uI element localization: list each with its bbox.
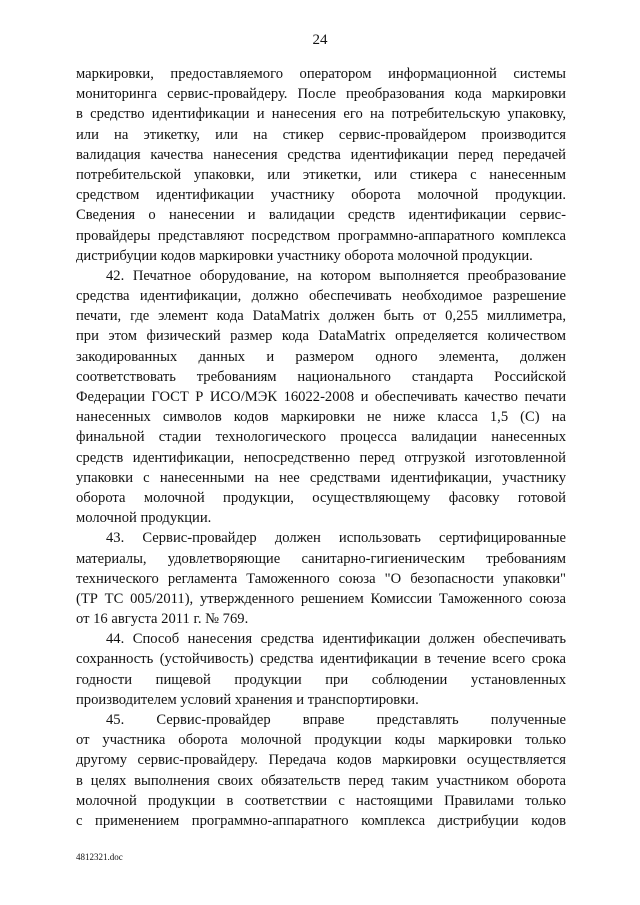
paragraph-item-43 bbox=[76, 528, 566, 629]
text-line: средства идентификации, должно обеспечивать необходимое разрешение bbox=[76, 288, 566, 305]
text-line: технического регламента Таможенного союза "О безопасности упаковки" bbox=[76, 570, 566, 587]
paragraph-item-45 bbox=[76, 710, 566, 831]
text-line: печати, где элемент кода DataMatrix должен быть от 0,255 миллиметра, bbox=[76, 308, 566, 325]
text-line: в целях выполнения своих обязательств перед таким участником оборота bbox=[76, 772, 566, 789]
text-line: 42. Печатное оборудование, на котором выполняется преобразование bbox=[106, 267, 566, 284]
text-line: дистрибуции кодов маркировки участнику оборота молочной продукции. bbox=[76, 247, 533, 264]
paragraph-item-42 bbox=[76, 266, 566, 528]
text-line: провайдеры представляют посредством программно-аппаратного комплекса bbox=[76, 227, 566, 244]
text-line: соответствовать требованиям национального стандарта Российской bbox=[76, 368, 566, 385]
paragraph-item-44 bbox=[76, 629, 566, 710]
text-line: валидация качества нанесения средства идентификации перед передачей bbox=[76, 146, 566, 163]
text-line: при этом физический размер кода DataMatrix определяется количеством bbox=[76, 328, 566, 345]
text-line: материалы, удовлетворяющие санитарно-гигиеническим требованиям bbox=[76, 550, 566, 567]
document-body bbox=[76, 64, 566, 831]
page-number: 24 bbox=[312, 32, 328, 48]
text-line: средств идентификации, непосредственно перед отгрузкой изготовленной bbox=[76, 449, 566, 466]
text-line: финальной стадии технологического процесса валидации нанесенных bbox=[76, 429, 566, 446]
text-line: сохранность (устойчивость) средства идентификации в течение всего срока bbox=[76, 651, 566, 668]
text-line: оборота молочной продукции, осуществляющему фасовку готовой bbox=[76, 489, 566, 506]
text-line: маркировки, предоставляемого оператором информационной системы bbox=[76, 66, 566, 82]
text-line: 45. Сервис-провайдер вправе представлять полученные bbox=[106, 712, 566, 728]
text-line: от участника оборота молочной продукции коды маркировки только bbox=[76, 732, 566, 749]
text-line: мониторинга сервис-провайдеру. После преобразования кода маркировки bbox=[76, 86, 566, 103]
paragraph-continuation bbox=[76, 64, 566, 266]
text-line: молочной продукции. bbox=[76, 510, 212, 527]
text-line: молочной продукции в соответствии с настоящими Правилами только bbox=[76, 792, 566, 809]
text-line: 44. Способ нанесения средства идентификации должен обеспечивать bbox=[106, 631, 566, 648]
text-line: производителем условий хранения и транспортировки. bbox=[76, 691, 419, 708]
text-line: другому сервис-провайдеру. Передача кодов маркировки осуществляется bbox=[76, 752, 566, 769]
text-line: или на этикетку, или на стикер сервис-провайдером производится bbox=[76, 126, 566, 143]
text-line: Сведения о нанесении и валидации средств идентификации сервис- bbox=[76, 207, 566, 224]
text-line: годности пищевой продукции при соблюдении установленных bbox=[76, 671, 566, 688]
text-line: потребительской упаковки, или этикетки, или стикера с нанесенным bbox=[76, 166, 566, 183]
text-line: с применением программно-аппаратного комплекса дистрибуции кодов bbox=[76, 812, 566, 829]
text-line: в средство идентификации и нанесения его на потребительскую упаковку, bbox=[76, 106, 566, 123]
text-line: 43. Сервис-провайдер должен использовать сертифицированные bbox=[106, 530, 566, 547]
text-line: нанесенных символов кодов маркировки не ниже класса 1,5 (C) на bbox=[76, 409, 566, 426]
text-line: упаковки с нанесенными на нее средствами идентификации, участнику bbox=[76, 469, 566, 486]
text-line: средством идентификации участнику оборота молочной продукции. bbox=[76, 187, 566, 204]
text-line: закодированных данных и размером одного элемента, должен bbox=[76, 348, 566, 365]
text-line: (ТР ТС 005/2011), утвержденного решением Комиссии Таможенного союза bbox=[76, 590, 566, 607]
text-line: Федерации ГОСТ Р ИСО/МЭК 16022-2008 и обеспечивать качество печати bbox=[76, 389, 566, 405]
footer-file-code: 4812321.doc bbox=[76, 852, 123, 862]
text-line: от 16 августа 2011 г. № 769. bbox=[76, 611, 249, 628]
